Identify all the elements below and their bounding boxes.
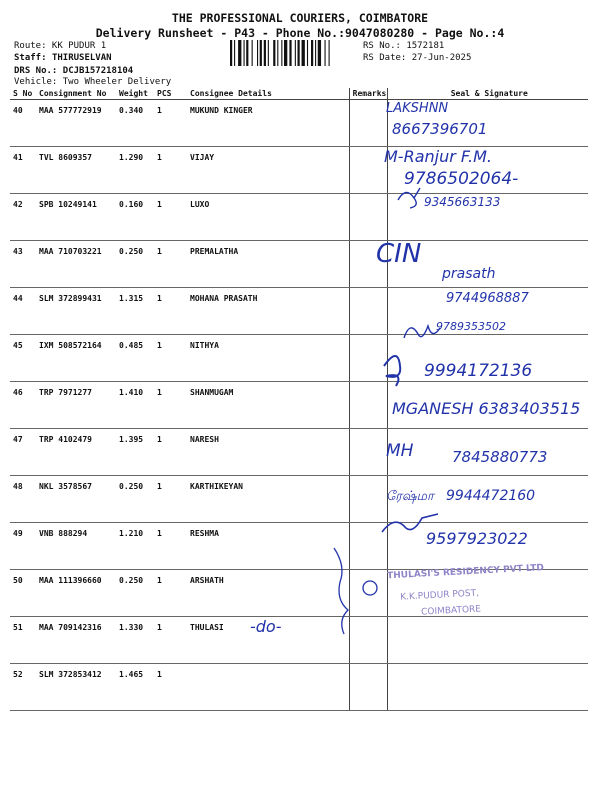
- cell-consignee: PREMALATHA: [187, 241, 349, 288]
- cell-consignment: MAA 710703221: [36, 241, 116, 288]
- cell-signature: [387, 664, 588, 711]
- cell-sno: 48: [10, 476, 36, 523]
- cell-consignee: NARESH: [187, 429, 349, 476]
- col-header-remarks: Remarks: [349, 88, 387, 100]
- table-row: [10, 100, 588, 147]
- barcode-bar: [295, 40, 296, 66]
- signature-r52: -do-: [250, 617, 282, 636]
- staff-name: THIRUSELVAN: [51, 53, 112, 63]
- cell-weight: 1.330: [116, 617, 154, 664]
- cell-consignment: TVL 8609357: [36, 147, 116, 194]
- cell-consignment: IXM 508572164: [36, 335, 116, 382]
- cell-sno: 46: [10, 382, 36, 429]
- cell-pcs: 1: [154, 288, 187, 335]
- table-row: [10, 476, 588, 523]
- cell-signature: [387, 523, 588, 570]
- table-header-row: [10, 88, 588, 100]
- col-header-consignment: Consignment No: [36, 88, 116, 100]
- staff-label: Staff:: [14, 53, 52, 63]
- col-header-seal: Seal & Signature: [387, 88, 588, 100]
- col-header-weight: Weight: [116, 88, 154, 100]
- barcode-bar: [260, 40, 262, 66]
- cell-weight: 1.395: [116, 429, 154, 476]
- cell-remarks: [349, 147, 387, 194]
- table-row: [10, 194, 588, 241]
- cell-consignee: RESHMA: [187, 523, 349, 570]
- barcode-bar: [325, 40, 326, 66]
- cell-consignment: SPB 10249141: [36, 194, 116, 241]
- barcode-bar: [257, 40, 258, 66]
- cell-pcs: 1: [154, 429, 187, 476]
- table-row: [10, 664, 588, 711]
- barcode-bar: [284, 40, 287, 66]
- barcode-bar: [234, 40, 235, 66]
- table-row: [10, 570, 588, 617]
- signature-r49-phone: 9944472160: [446, 488, 536, 504]
- cell-consignee: [187, 664, 349, 711]
- staff-line: [14, 52, 112, 64]
- cell-consignment: TRP 7971277: [36, 382, 116, 429]
- table-row: [10, 617, 588, 664]
- cell-remarks: [349, 429, 387, 476]
- cell-signature: [387, 617, 588, 664]
- cell-consignment: VNB 888294: [36, 523, 116, 570]
- cell-pcs: 1: [154, 147, 187, 194]
- signature-r48-name: MH: [386, 441, 414, 461]
- cell-pcs: 1: [154, 570, 187, 617]
- barcode-bar: [318, 40, 321, 66]
- barcode-bar: [246, 40, 248, 66]
- cell-remarks: [349, 194, 387, 241]
- cell-signature: [387, 335, 588, 382]
- table-row: [10, 335, 588, 382]
- runsheet-table: [10, 88, 588, 711]
- cell-consignee: MOHANA PRASATH: [187, 288, 349, 335]
- cell-weight: 1.315: [116, 288, 154, 335]
- stamp-line3: COIMBATORE: [420, 604, 482, 618]
- stamp-line2: K.K.PUDUR POST,: [400, 588, 480, 603]
- col-header-consignee: Consignee Details: [187, 88, 349, 100]
- barcode-bar: [238, 40, 241, 66]
- cell-remarks: [349, 476, 387, 523]
- cell-signature: [387, 100, 588, 147]
- route-label: Route: KK PUDUR 1: [14, 41, 107, 51]
- barcode-bar: [329, 40, 330, 66]
- barcode-bar: [244, 40, 245, 66]
- cell-sno: 52: [10, 664, 36, 711]
- table-row: [10, 382, 588, 429]
- cell-pcs: 1: [154, 100, 187, 147]
- cell-remarks: [349, 570, 387, 617]
- signature-r44-phone: 9744968887: [446, 291, 529, 306]
- table-row: [10, 288, 588, 335]
- cell-sno: 43: [10, 241, 36, 288]
- cell-weight: 1.465: [116, 664, 154, 711]
- cell-weight: 0.250: [116, 570, 154, 617]
- cell-weight: 0.160: [116, 194, 154, 241]
- cell-consignee: THULASI: [187, 617, 349, 664]
- cell-pcs: 1: [154, 523, 187, 570]
- signature-r46-phone: 9994172136: [424, 361, 533, 381]
- cell-consignee: LUXO: [187, 194, 349, 241]
- cell-consignee: NITHYA: [187, 335, 349, 382]
- signature-r40-name: LAKSHNN: [386, 101, 449, 116]
- barcode-image: [230, 40, 358, 66]
- cell-sno: 47: [10, 429, 36, 476]
- cell-remarks: [349, 335, 387, 382]
- cell-pcs: 1: [154, 664, 187, 711]
- cell-weight: 1.290: [116, 147, 154, 194]
- cell-sno: 40: [10, 100, 36, 147]
- cell-sno: 45: [10, 335, 36, 382]
- barcode-bar: [281, 40, 282, 66]
- signature-r44-name: prasath: [442, 266, 496, 282]
- cell-pcs: 1: [154, 382, 187, 429]
- cell-consignee: VIJAY: [187, 147, 349, 194]
- barcode-bar: [302, 40, 305, 66]
- cell-consignment: TRP 4102479: [36, 429, 116, 476]
- signature-r49-name: ரேஷ்மா: [386, 489, 434, 504]
- signature-r50-phone: 9597923022: [426, 529, 528, 548]
- table-row: [10, 429, 588, 476]
- cell-weight: 0.485: [116, 335, 154, 382]
- cell-signature: [387, 429, 588, 476]
- runsheet-subtitle: Delivery Runsheet - P43 - Phone No.:9047080280 - Page No.:4: [95, 26, 505, 40]
- col-header-pcs: PCS: [154, 88, 187, 100]
- barcode-bar: [252, 40, 253, 66]
- cell-consignment: MAA 111396660: [36, 570, 116, 617]
- cell-sno: 44: [10, 288, 36, 335]
- signature-r45-phone: 9789353502: [436, 320, 506, 333]
- cell-remarks: [349, 241, 387, 288]
- signature-r40-phone: 8667396701: [392, 120, 488, 138]
- cell-remarks: [349, 382, 387, 429]
- cell-signature: [387, 241, 588, 288]
- cell-remarks: [349, 617, 387, 664]
- cell-consignee: KARTHIKEYAN: [187, 476, 349, 523]
- signature-r47: MGANESH 6383403515: [392, 399, 581, 418]
- rs-date: RS Date: 27-Jun-2025: [363, 53, 472, 63]
- barcode-bar: [307, 40, 308, 66]
- cell-sno: 50: [10, 570, 36, 617]
- barcode-bar: [264, 40, 266, 66]
- cell-consignment: SLM 372899431: [36, 288, 116, 335]
- cell-signature: [387, 570, 588, 617]
- barcode-bar: [315, 40, 316, 66]
- cell-pcs: 1: [154, 194, 187, 241]
- cell-consignment: SLM 372853412: [36, 664, 116, 711]
- barcode-bar: [268, 40, 269, 66]
- signature-r48-phone: 7845880773: [452, 448, 548, 466]
- vehicle-label: Vehicle: Two Wheeler Delivery: [14, 77, 172, 87]
- cell-remarks: [349, 664, 387, 711]
- company-title: THE PROFESSIONAL COURIERS, COIMBATORE: [171, 11, 429, 25]
- table-row: [10, 523, 588, 570]
- cell-consignment: MAA 577772919: [36, 100, 116, 147]
- cell-consignee: SHANMUGAM: [187, 382, 349, 429]
- table-row: [10, 147, 588, 194]
- cell-remarks: [349, 288, 387, 335]
- cell-weight: 1.410: [116, 382, 154, 429]
- barcode-bar: [311, 40, 313, 66]
- cell-consignment: NKL 3578567: [36, 476, 116, 523]
- cell-pcs: 1: [154, 241, 187, 288]
- cell-consignment: MAA 709142316: [36, 617, 116, 664]
- cell-pcs: 1: [154, 476, 187, 523]
- cell-sno: 51: [10, 617, 36, 664]
- rs-number: RS No.: 1572181: [363, 41, 445, 51]
- cell-signature: [387, 476, 588, 523]
- signature-r43: CIN: [376, 239, 422, 269]
- cell-signature: [387, 194, 588, 241]
- table-row: [10, 241, 588, 288]
- signature-r41-name: M-Ranjur F.M.: [384, 147, 493, 166]
- barcode-bar: [230, 40, 232, 66]
- cell-consignee: ARSHATH: [187, 570, 349, 617]
- barcode-bar: [273, 40, 275, 66]
- cell-weight: 0.250: [116, 241, 154, 288]
- barcode-bar: [277, 40, 278, 66]
- cell-pcs: 1: [154, 335, 187, 382]
- cell-sno: 49: [10, 523, 36, 570]
- cell-signature: [387, 147, 588, 194]
- cell-sno: 41: [10, 147, 36, 194]
- cell-weight: 0.340: [116, 100, 154, 147]
- cell-signature: [387, 288, 588, 335]
- signature-r41-phone: 9786502064-: [404, 169, 519, 189]
- stamp-line1: THULASI'S RESIDENCY PVT LTD: [386, 563, 545, 582]
- cell-weight: 1.210: [116, 523, 154, 570]
- cell-remarks: [349, 100, 387, 147]
- signature-r42-phone: 9345663133: [424, 195, 501, 209]
- cell-consignee: MUKUND KINGER: [187, 100, 349, 147]
- barcode-bar: [289, 40, 291, 66]
- cell-remarks: [349, 523, 387, 570]
- col-header-sno: S No: [10, 88, 36, 100]
- cell-signature: [387, 382, 588, 429]
- cell-weight: 0.250: [116, 476, 154, 523]
- cell-sno: 42: [10, 194, 36, 241]
- cell-pcs: 1: [154, 617, 187, 664]
- drs-number: DCJB157218104: [62, 66, 134, 76]
- barcode-bar: [298, 40, 300, 66]
- drs-label: DRS No.:: [14, 66, 63, 76]
